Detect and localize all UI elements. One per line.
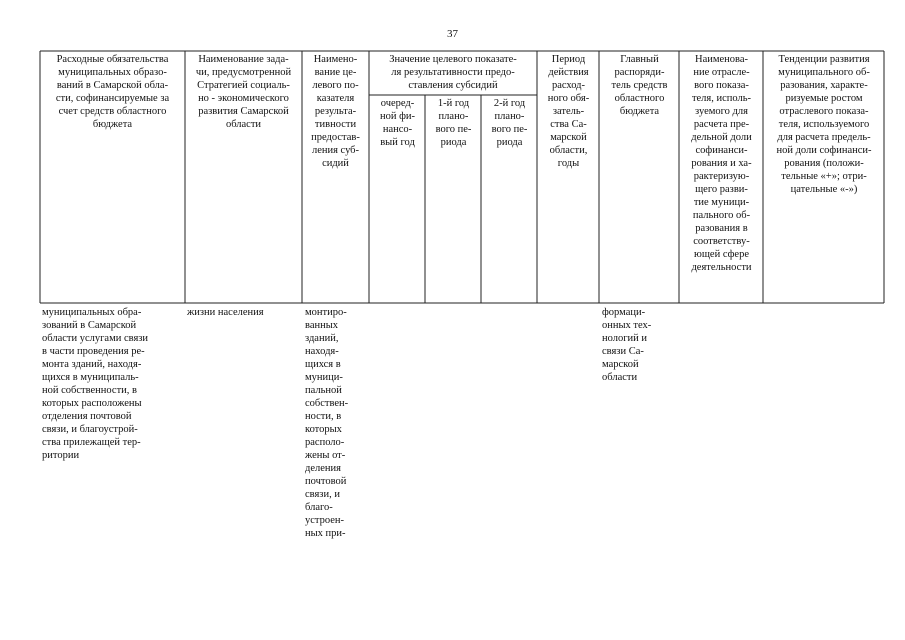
text-line: онных тех- — [602, 320, 652, 331]
body-col6-text — [602, 306, 676, 384]
text-line: которых — [305, 424, 342, 435]
text-line: связи, и благоустрой- — [42, 424, 138, 435]
header-obligation-period: Период действия расход- ного обя- затель- ства Са- марской области, годы — [547, 54, 590, 169]
header-expenditure-obligations: Расходные обязательства муниципальных образо- ваний в Самарской обла- сти, софинансируемые за счет средств областного бюджета — [55, 54, 170, 130]
body-col3-text — [305, 306, 367, 540]
text-line: ной собственности, в — [42, 385, 137, 396]
text-line: щихся в муниципаль- — [42, 372, 139, 383]
text-line: ритории — [42, 450, 80, 461]
text-line: ных при- — [305, 528, 346, 539]
text-line: муници- — [305, 372, 343, 383]
text-line: располо- — [305, 437, 345, 448]
text-line: нологий и — [602, 333, 648, 344]
text-line: связи Са- — [602, 346, 644, 357]
header-next-fiscal-year: очеред- ной фи- нансо- вый год — [379, 98, 416, 148]
text-line: благо- — [305, 502, 333, 513]
header-first-plan-year: 1-й год плано- вого пе- риода — [435, 98, 472, 148]
text-line: области — [602, 372, 638, 383]
header-indicator-value: Значение целевого показате- ля результативности предо- ставления субсидий — [389, 54, 517, 91]
body-col1-text — [42, 306, 182, 462]
text-line: ности, в — [305, 411, 342, 422]
text-line: которых расположены — [42, 398, 142, 409]
text-line: собствен- — [305, 398, 349, 409]
header-sector-indicator: Наименова- ние отрасле- вого показа- теля, исполь- зуемого для расчета пре- дельной доли софинанси- рования и ха- рактеризую- щего разви- тие муници- пального об- разования в соответству- ющей сфере деятельности — [691, 54, 752, 273]
header-task-name: Наименование зада- чи, предусмотренной Стратегией социаль- но - экономического развития Самарской области — [195, 54, 292, 130]
text-line: зданий, — [305, 333, 339, 344]
text-line: почтовой — [305, 476, 347, 487]
text-line: области услугами связи — [42, 333, 149, 344]
text-line: формаци- — [602, 307, 646, 318]
text-line: муниципальных обра- — [42, 307, 142, 318]
text-line: зований в Самарской — [42, 320, 137, 331]
text-line: марской — [602, 359, 639, 370]
text-line: находя- — [305, 346, 339, 357]
header-indicator-name: Наимено- вание це- левого по- казателя результа- тивности предостав- ления суб- сидий — [311, 54, 360, 169]
text-line: монта зданий, находя- — [42, 359, 142, 370]
text-line: жены от- — [305, 450, 346, 461]
page-number: 37 — [447, 28, 458, 40]
text-line: ванных — [305, 320, 339, 331]
text-line: ства прилежащей тер- — [42, 437, 141, 448]
text-line: устроен- — [305, 515, 345, 526]
text-line: щихся в — [305, 359, 341, 370]
header-chief-administrator: Главный распоряди- тель средств областного бюджета — [611, 54, 668, 117]
text-line: монтиро- — [305, 307, 347, 318]
header-second-plan-year: 2-й год плано- вого пе- риода — [491, 98, 528, 148]
text-line: деления — [305, 463, 341, 474]
text-line: жизни населения — [187, 307, 264, 318]
text-line: пальной — [305, 385, 342, 396]
text-line: в части проведения ре- — [42, 346, 145, 357]
text-line: связи, и — [305, 489, 340, 500]
body-col2-text — [187, 306, 299, 319]
header-development-trends: Тенденции развития муниципального об- разования, характе- ризуемые ростом отраслевого показа- теля, используемого для расчета предель- ной доли софинанси- рования (положи- тельные «+»; отри- цательные «-») — [776, 54, 872, 195]
text-line: отделения почтовой — [42, 411, 132, 422]
